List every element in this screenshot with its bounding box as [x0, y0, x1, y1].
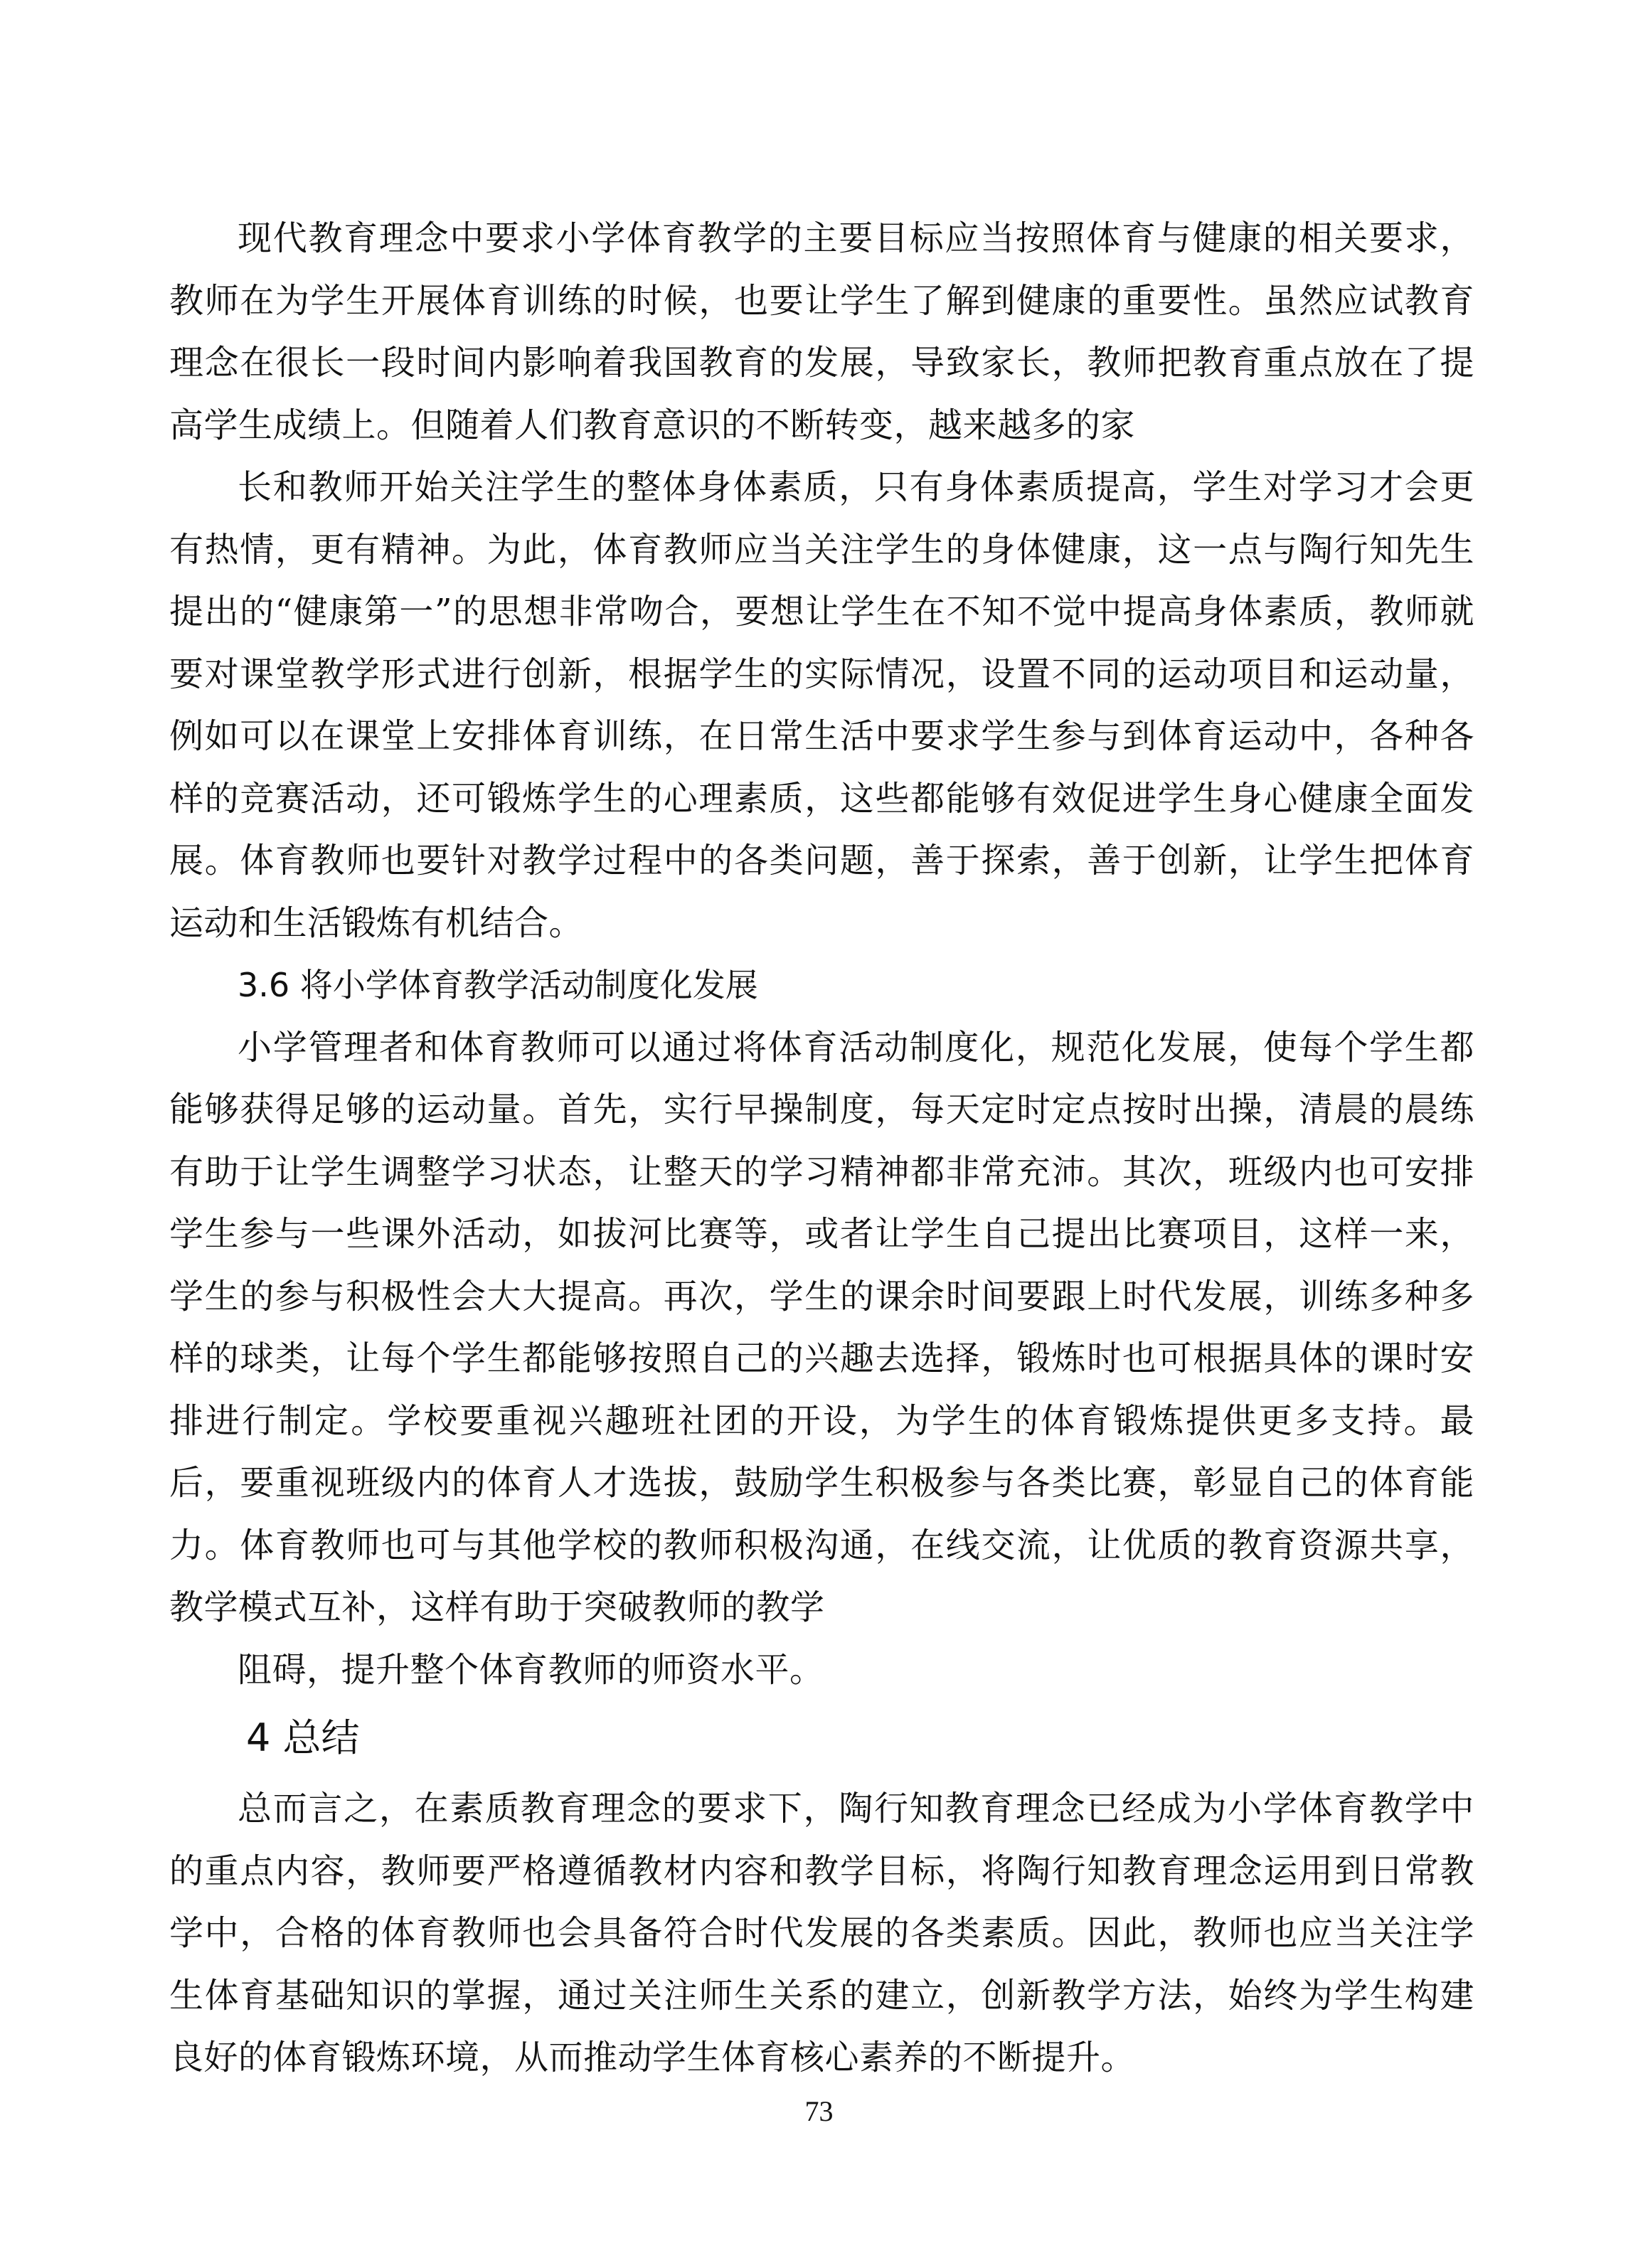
- subsection-heading: 3.6 将小学体育教学活动制度化发展: [238, 966, 758, 1004]
- body-paragraph: 现代教育理念中要求小学体育教学的主要目标应当按照体育与健康的相关要求，教师在为学生开展体育训练的时候，也要让学生了解到健康的重要性。虽然应试教育理念在很长一段时间内影响着我国教育的发展，导致家长，教师把教育重点放在了提高学生成绩上。但随着人们教育意识的不断转变，越来越多的家: [169, 218, 1474, 445]
- body-paragraph: 总而言之，在素质教育理念的要求下，陶行知教育理念已经成为小学体育教学中的重点内容，教师要严格遵循教材内容和教学目标，将陶行知教育理念运用到日常教学中，合格的体育教师也会具备符合时代发展的各类素质。因此，教师也应当关注学生体育基础知识的掌握，通过关注师生关系的建立，创新教学方法，始终为学生构建良好的体育锻炼环境，从而推动学生体育核心素养的不断提升。: [169, 1789, 1474, 2077]
- body-paragraph: 小学管理者和体育教师可以通过将体育活动制度化，规范化发展，使每个学生都能够获得足够的运动量。首先，实行早操制度，每天定时定点按时出操，清晨的晨练有助于让学生调整学习状态，让整天的学习精神都非常充沛。其次，班级内也可安排学生参与一些课外活动，如拔河比赛等，或者让学生自己提出比赛项目，这样一来，学生的参与积极性会大大提高。再次，学生的课余时间要跟上时代发展，训练多种多样的球类，让每个学生都能够按照自己的兴趣去选择，锻炼时也可根据具体的课时安排进行制定。学校要重视兴趣班社团的开设，为学生的体育锻炼提供更多支持。最后，要重视班级内的体育人才选拔，鼓励学生积极参与各类比赛，彰显自己的体育能力。体育教师也可与其他学校的教师积极沟通，在线交流，让优质的教育资源共享，教学模式互补，这样有助于突破教师的教学: [169, 1027, 1474, 1627]
- page-number: 73: [804, 2095, 834, 2127]
- body-paragraph: 长和教师开始关注学生的整体身体素质，只有身体素质提高，学生对学习才会更有热情，更有精神。为此，体育教师应当关注学生的身体健康，这一点与陶行知先生提出的“健康第一”的思想非常吻合，要想让学生在不知不觉中提高身体素质，教师就要对课堂教学形式进行创新，根据学生的实际情况，设置不同的运动项目和运动量，例如可以在课堂上安排体育训练，在日常生活中要求学生参与到体育运动中，各种各样的竞赛活动，还可锻炼学生的心理素质，这些都能够有效促进学生身心健康全面发展。体育教师也要针对教学过程中的各类问题，善于探索，善于创新，让学生把体育运动和生活锻炼有机结合。: [169, 467, 1474, 943]
- page-body: [169, 208, 1474, 2089]
- section-heading: 4 总结: [246, 1715, 360, 1760]
- body-paragraph: 阻碍，提升整个体育教师的师资水平。: [238, 1649, 824, 1690]
